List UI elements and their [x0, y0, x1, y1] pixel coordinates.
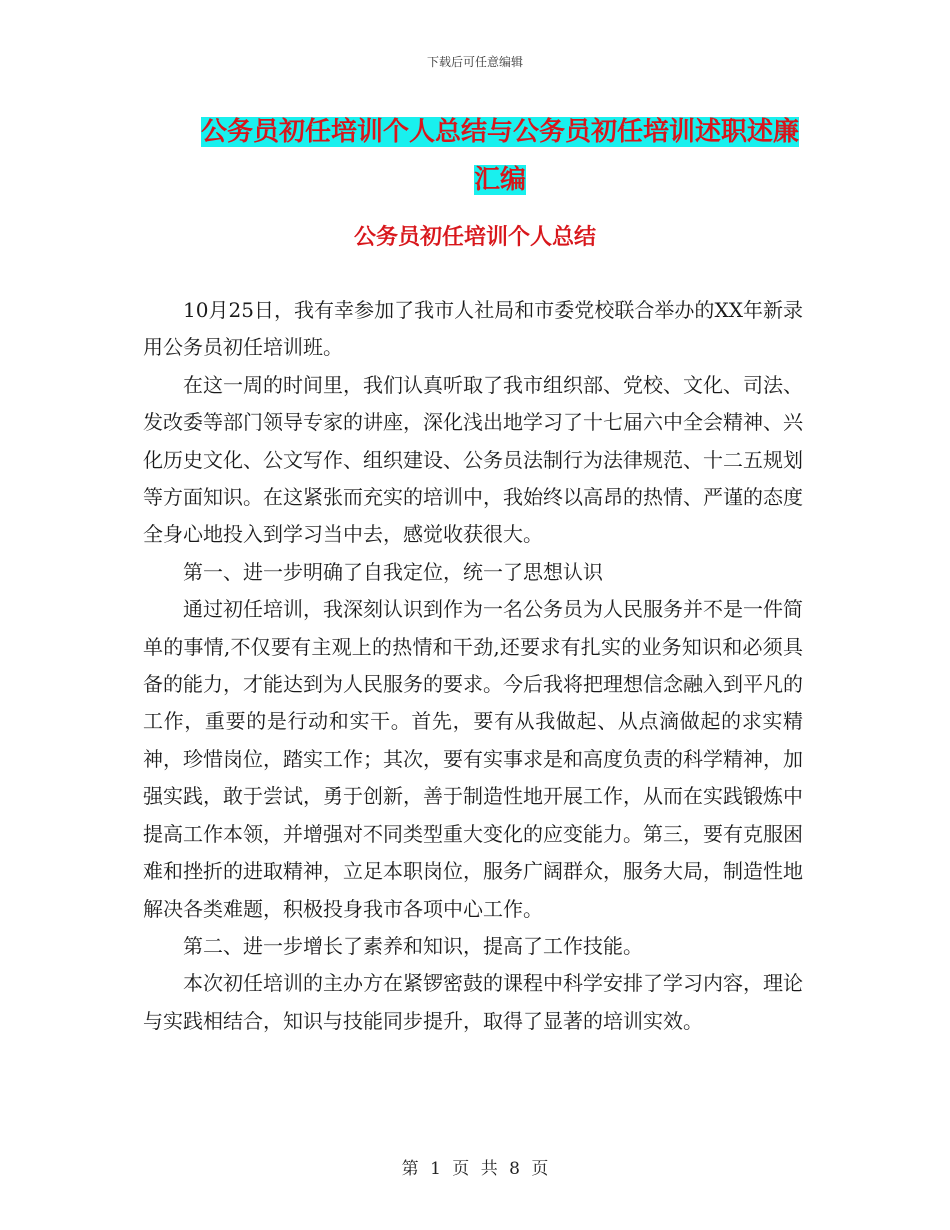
paragraph: 本次初任培训的主办方在紧锣密鼓的课程中科学安排了学习内容，理论与实践相结合，知识与技能同步提升，取得了显著的培训实效。 [143, 971, 803, 1033]
body-text [143, 292, 803, 1040]
document-title [190, 108, 810, 204]
paragraph: 在这一周的时间里，我们认真听取了我市组织部、党校、文化、司法、发改委等部门领导专家的讲座，深化浅出地学习了十七届六中全会精神、兴化历史文化、公文写作、组织建设、公务员法制行为法律规范、十二五规划等方面知识。在这紧张而充实的培训中，我始终以高昂的热情、严谨的态度全身心地投入到学习当中去，感觉收获很大。 [143, 372, 803, 547]
paragraph-heading: 第一、进一步明确了自我定位，统一了思想认识 [183, 559, 603, 584]
document-title-text: 公务员初任培训个人总结与公务员初任培训述职述廉汇编 [200, 117, 799, 195]
header-note: 下载后可任意编辑 [426, 55, 523, 69]
paragraph: 10月25日，我有幸参加了我市人社局和市委党校联合举办的XX年新录用公务员初任培训班。 [143, 298, 803, 360]
paragraph-heading: 第二、进一步增长了素养和知识，提高了工作技能。 [183, 933, 643, 958]
paragraph: 通过初任培训，我深刻认识到作为一名公务员为人民服务并不是一件简单的事情,不仅要有主观上的热情和干劲,还要求有扎实的业务知识和必须具备的能力，才能达到为人民服务的要求。今后我将把理想信念融入到平凡的工作，重要的是行动和实干。首先，要有从我做起、从点滴做起的求实精神，珍惜岗位，踏实工作；其次，要有实事求是和高度负责的科学精神，加强实践，敢于尝试，勇于创新，善于制造性地开展工作，从而在实践锻炼中提高工作本领，并增强对不同类型重大变化的应变能力。第三，要有克服困难和挫折的进取精神，立足本职岗位，服务广阔群众，服务大局，制造性地解决各类难题，积极投身我市各项中心工作。 [143, 597, 803, 921]
section-title: 公务员初任培训个人总结 [353, 225, 596, 250]
page-number: 第 1 页 共 8 页 [401, 1159, 549, 1179]
